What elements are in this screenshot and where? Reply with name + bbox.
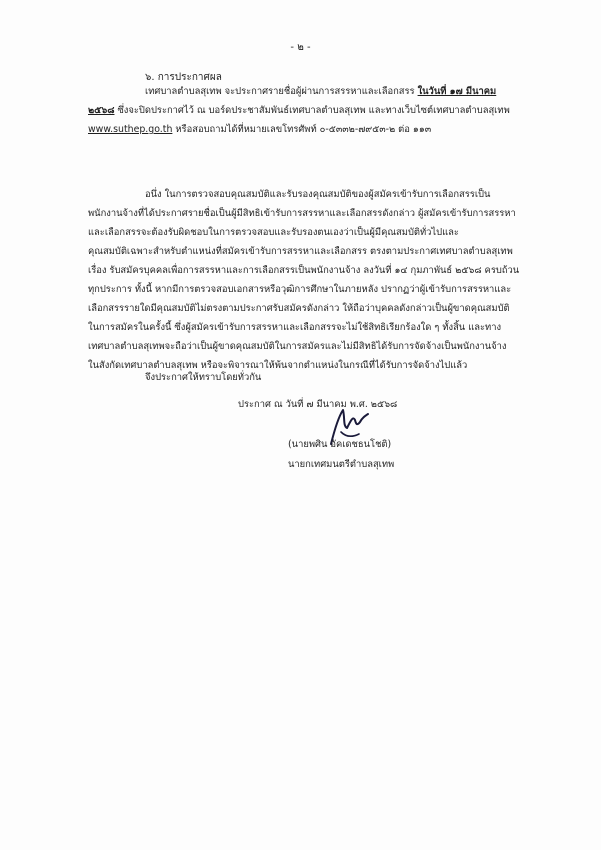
paragraph-line: เลือกสรรรายใดมีคุณสมบัติไม่ตรงตามประกาศรับสมัครดังกล่าว ให้ถือว่าบุคคลดังกล่าวเป็นผู้ขาดคุณสมบัติ — [88, 303, 510, 314]
signer-position: นายกเทศมนตรีตำบลสุเทพ — [288, 459, 395, 470]
announcement-date: ในวันที่ ๑๗ มีนาคม — [417, 86, 497, 97]
verification-paragraph — [88, 185, 518, 375]
text-span: เทศบาลตำบลสุเทพ จะประกาศรายชื่อผู้ผ่านการสรรหาและเลือกสรร — [145, 86, 418, 97]
text-span: หรือสอบถามได้ที่หมายเลขโทรศัพท์ ๐-๕๓๓๒-๗๙๕๓-๒ ต่อ ๑๑๓ — [172, 124, 432, 135]
signer-name: (นายพศิน อัคเดชธนโชติ) — [288, 439, 392, 450]
paragraph-line: อนึ่ง ในการตรวจสอบคุณสมบัติและรับรองคุณสมบัติของผู้สมัครเข้ารับการเลือกสรรเป็น — [145, 189, 491, 200]
announcement-signing-date: ประกาศ ณ วันที่ ๗ มีนาคม พ.ศ. ๒๕๖๘ — [238, 399, 398, 410]
closing-statement: จึงประกาศให้ทราบโดยทั่วกัน — [145, 372, 262, 383]
paragraph-line: พนักงานจ้างที่ได้ประกาศรายชื่อเป็นผู้มีสิทธิเข้ารับการสรรหาและเลือกสรรดังกล่าว ผู้สมัครเข้ารับการสรรหา — [88, 208, 516, 219]
text-span: ซึ่งจะปิดประกาศไว้ ณ บอร์ดประชาสัมพันธ์เทศบาลตำบลสุเทพ และทางเว็บไซต์เทศบาลตำบลสุเทพ — [114, 105, 510, 116]
paragraph-line: เทศบาลตำบลสุเทพจะถือว่าเป็นผู้ขาดคุณสมบัติในการสมัครและไม่มีสิทธิได้รับการจัดจ้างเป็นพนักงานจ้าง — [88, 341, 507, 352]
announcement-paragraph — [88, 82, 518, 139]
announcement-year: ๒๕๖๘ — [88, 105, 115, 116]
paragraph-line — [88, 120, 518, 139]
paragraph-line: คุณสมบัติเฉพาะสำหรับตำแหน่งที่สมัครเข้ารับการสรรหาและเลือกสรร ตรงตามประกาศเทศบาลตำบลสุเทพ — [88, 246, 513, 257]
paragraph-line: ในการสมัครในครั้งนี้ ซึ่งผู้สมัครเข้ารับการสรรหาและเลือกสรรจะไม่ใช้สิทธิเรียกร้องใด ๆ ทั้งสิ้น และทาง — [88, 322, 502, 333]
paragraph-line: และเลือกสรรจะต้องรับผิดชอบในการตรวจสอบและรับรองตนเองว่าเป็นผู้มีคุณสมบัติทั่วไปและ — [88, 227, 459, 238]
paragraph-line: ทุกประการ ทั้งนี้ หากมีการตรวจสอบเอกสารหรือวุฒิการศึกษาในภายหลัง ปรากฏว่าผู้เข้ารับการสรรหาและ — [88, 284, 512, 295]
section-heading: ๖. การประกาศผล — [145, 72, 222, 83]
paragraph-line: เรื่อง รับสมัครบุคคลเพื่อการสรรหาและการเลือกสรรเป็นพนักงานจ้าง ลงวันที่ ๑๔ กุมภาพันธ์ ๒๕๖๘ ครบถ้วน — [88, 265, 520, 276]
page-number: - ๒ - — [290, 42, 311, 53]
paragraph-line: ในสังกัดเทศบาลตำบลสุเทพ หรือจะพิจารณาให้พ้นจากตำแหน่งในกรณีที่ได้รับการจัดจ้างไปแล้ว — [88, 360, 468, 371]
website-link[interactable]: www.suthep.go.th — [88, 124, 173, 135]
paragraph-line — [88, 82, 518, 101]
paragraph-line — [88, 101, 518, 120]
